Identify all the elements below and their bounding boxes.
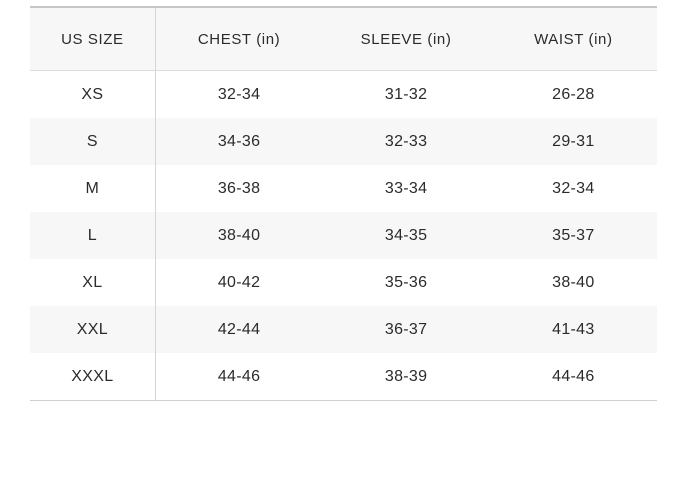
table-row-xs <box>30 71 657 119</box>
size-label: XS <box>30 71 155 119</box>
sleeve-value: 32-33 <box>322 118 489 165</box>
sleeve-value: 34-35 <box>322 212 489 259</box>
sleeve-value: 36-37 <box>322 306 489 353</box>
size-chart-table <box>30 6 657 401</box>
chest-value: 38-40 <box>155 212 322 259</box>
column-header-us-size: US SIZE <box>30 7 155 71</box>
size-label: XXXL <box>30 353 155 401</box>
sleeve-value: 38-39 <box>384 367 428 385</box>
table-row-xxl <box>30 306 657 353</box>
size-label: S <box>30 118 155 165</box>
size-label: L <box>30 212 155 259</box>
chest-value: 32-34 <box>217 85 261 103</box>
sleeve-value: 35-36 <box>384 273 428 291</box>
sleeve-value: 33-34 <box>384 179 428 197</box>
table-row-s <box>30 118 657 165</box>
size-chart-header <box>30 7 657 71</box>
table-row-l <box>30 212 657 259</box>
waist-value: 41-43 <box>490 306 657 353</box>
waist-value: 44-46 <box>552 367 595 385</box>
chest-value: 40-42 <box>217 273 261 291</box>
column-header-chest: CHEST (in) <box>155 7 322 71</box>
size-chart-body <box>30 71 657 401</box>
size-label: XL <box>30 259 155 306</box>
waist-value: 35-37 <box>490 212 657 259</box>
size-label: M <box>30 165 155 212</box>
waist-value: 26-28 <box>552 85 595 103</box>
waist-value: 29-31 <box>490 118 657 165</box>
waist-value: 32-34 <box>552 179 595 197</box>
column-header-sleeve: SLEEVE (in) <box>322 7 489 71</box>
sleeve-value: 31-32 <box>384 85 428 103</box>
size-label: XXL <box>30 306 155 353</box>
waist-value: 38-40 <box>552 273 595 291</box>
table-row-xxxl <box>30 353 657 401</box>
table-row-m <box>30 165 657 212</box>
chest-value: 42-44 <box>155 306 322 353</box>
chest-value: 36-38 <box>217 179 261 197</box>
header-row <box>30 7 657 71</box>
chest-value: 44-46 <box>217 367 261 385</box>
column-header-waist: WAIST (in) <box>490 7 657 71</box>
table-row-xl <box>30 259 657 306</box>
chest-value: 34-36 <box>155 118 322 165</box>
